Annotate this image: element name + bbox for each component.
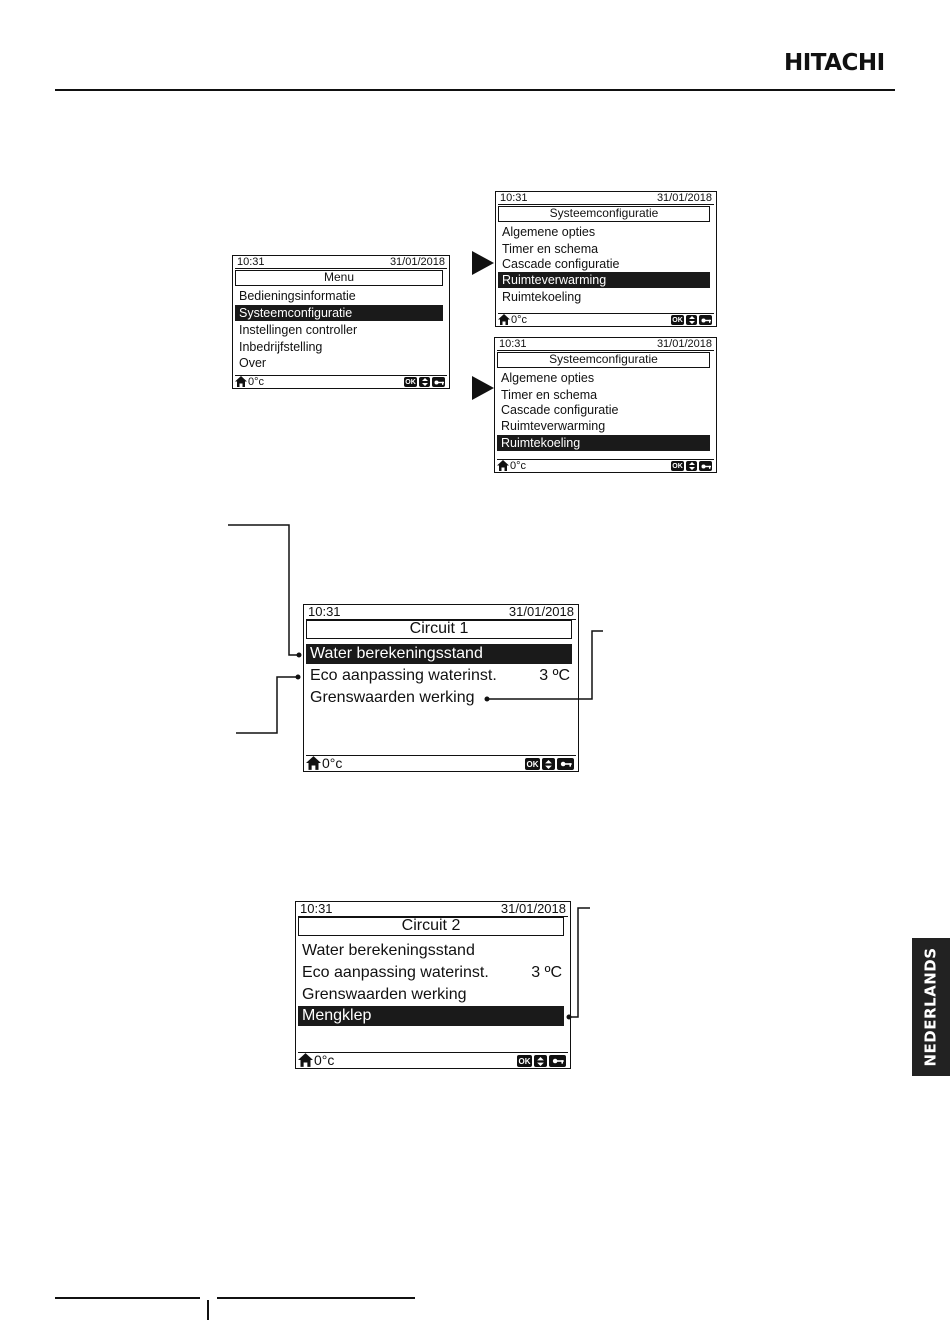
callout-dot	[485, 697, 490, 702]
item-label: Grenswaarden werking	[302, 986, 467, 1003]
item-label: Mengklep	[302, 1007, 372, 1024]
menu-item[interactable]: Bedieningsinformatie	[239, 289, 356, 303]
clock-time: 10:31	[300, 901, 333, 916]
menu-item[interactable]: Algemene opties	[502, 225, 596, 239]
screen-title: Circuit 1	[306, 620, 572, 639]
clock-date: 31/01/2018	[656, 338, 712, 350]
ok-button-icon[interactable]: OK	[672, 316, 683, 324]
menu-item[interactable]: Instellingen controller	[239, 323, 358, 337]
language-tab-label: NEDERLANDS	[922, 947, 940, 1067]
menu-item[interactable]: Cascade configuratie	[502, 257, 620, 271]
clock-time: 10:31	[308, 604, 341, 619]
clock-date: 31/01/2018	[500, 901, 566, 916]
callout-line	[236, 677, 298, 733]
callout-dot	[297, 653, 302, 658]
menu-item[interactable]: Over	[239, 356, 267, 370]
outdoor-temperature: 0°c	[511, 314, 528, 326]
clock-date: 31/01/2018	[656, 192, 712, 204]
ok-button-icon[interactable]: OK	[518, 1056, 531, 1066]
item-label: Water berekeningsstand	[310, 645, 483, 662]
ok-button-icon[interactable]: OK	[405, 378, 416, 386]
menu-item[interactable]: Systeemconfiguratie	[235, 305, 443, 321]
clock-time: 10:31	[237, 256, 265, 268]
callout-line	[228, 525, 299, 655]
menu-item[interactable]: Ruimtekoeling	[502, 290, 582, 304]
menu-item[interactable]: Timer en schema	[501, 388, 598, 402]
item-value: 3 ºC	[539, 667, 570, 684]
item-label: Water berekeningsstand	[302, 942, 475, 959]
menu-item[interactable]: Ruimteverwarming	[501, 419, 606, 433]
outdoor-temperature: 0°c	[510, 460, 527, 472]
menu-item[interactable]: Inbedrijfstelling	[239, 340, 323, 354]
item-label: Grenswaarden werking	[310, 689, 475, 706]
screen-title: Menu	[235, 270, 443, 286]
clock-date: 31/01/2018	[389, 256, 445, 268]
menu-item[interactable]: Ruimtekoeling	[497, 435, 710, 451]
menu-item[interactable]: Cascade configuratie	[501, 403, 619, 417]
callout-line	[569, 908, 590, 1017]
ok-button-icon[interactable]: OK	[526, 759, 539, 769]
callout-line	[487, 631, 603, 699]
screen-title: Circuit 2	[298, 917, 564, 936]
callout-dot	[296, 675, 301, 680]
callout-dot	[567, 1015, 572, 1020]
item-label: Eco aanpassing waterinst.	[302, 964, 489, 981]
ok-button-icon[interactable]: OK	[672, 462, 683, 470]
outdoor-temperature: 0°c	[248, 376, 265, 388]
outdoor-temperature: 0°c	[314, 1052, 335, 1068]
screen-title: Systeemconfiguratie	[498, 206, 710, 222]
menu-item[interactable]: Timer en schema	[502, 242, 599, 256]
item-value: 3 ºC	[531, 964, 562, 981]
outdoor-temperature: 0°c	[322, 755, 343, 771]
menu-item[interactable]: Ruimteverwarming	[498, 272, 710, 288]
screen-title: Systeemconfiguratie	[497, 352, 710, 368]
brand-logo: HITACHI	[784, 50, 885, 76]
menu-item[interactable]: Algemene opties	[501, 371, 595, 385]
clock-time: 10:31	[499, 338, 527, 350]
clock-time: 10:31	[500, 192, 528, 204]
item-label: Eco aanpassing waterinst.	[310, 667, 497, 684]
clock-date: 31/01/2018	[508, 604, 574, 619]
